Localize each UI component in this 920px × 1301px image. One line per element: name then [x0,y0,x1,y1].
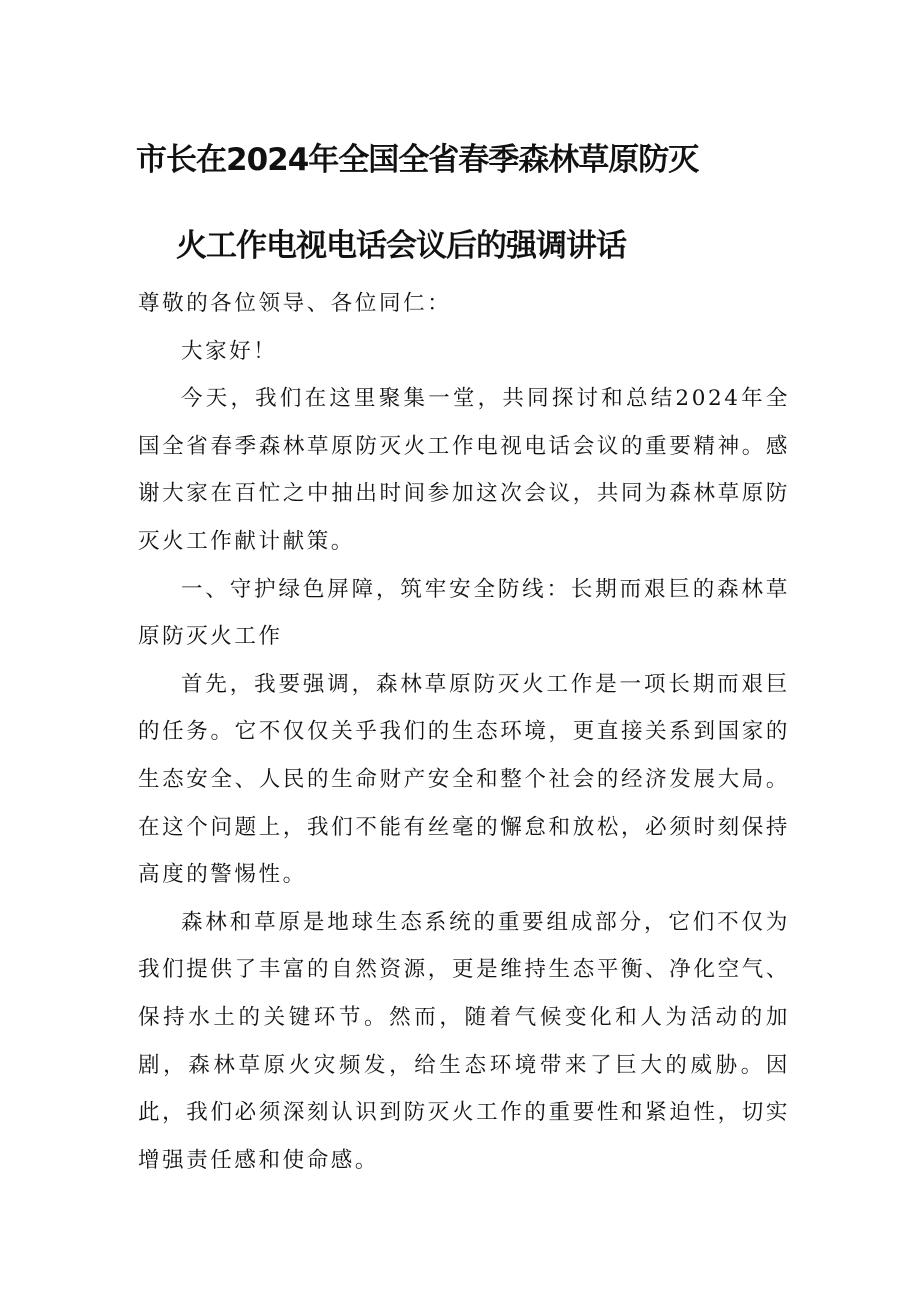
greeting: 大家好！ [181,338,278,364]
document-title-line-2: 火工作电视电话会议后的强调讲话 [176,228,626,264]
salutation: 尊敬的各位领导、各位同仁： [138,291,452,316]
document-title-line-1: 市长在2024年全国全省春季森林草原防灭 [136,142,699,178]
section-heading-1: 一、守护绿色屏障，筑牢安全防线：长期而艰巨的森林草原防灭火工作 [138,576,790,650]
paragraph-intro: 今天，我们在这里聚集一堂，共同探讨和总结2024年全国全省春季森林草原防灭火工作电视电话会议的重要精神。感谢大家在百忙之中抽出时间参加这次会议，共同为森林草原防灭火工作献计献策。 [138,386,790,554]
document-body [138,280,790,1184]
paragraph-importance: 首先，我要强调，森林草原防灭火工作是一项长期而艰巨的任务。它不仅仅关乎我们的生态环境，更直接关系到国家的生态安全、人民的生命财产安全和整个社会的经济发展大局。在这个问题上，我们不能有丝毫的懈怠和放松，必须时刻保持高度的警惕性。 [138,671,790,888]
paragraph-ecosystem: 森林和草原是地球生态系统的重要组成部分，它们不仅为我们提供了丰富的自然资源，更是维持生态平衡、净化空气、保持水土的关键环节。然而，随着气候变化和人为活动的加剧，森林草原火灾频发，给生态环境带来了巨大的威胁。因此，我们必须深刻认识到防灭火工作的重要性和紧迫性，切实增强责任感和使命感。 [138,909,790,1173]
